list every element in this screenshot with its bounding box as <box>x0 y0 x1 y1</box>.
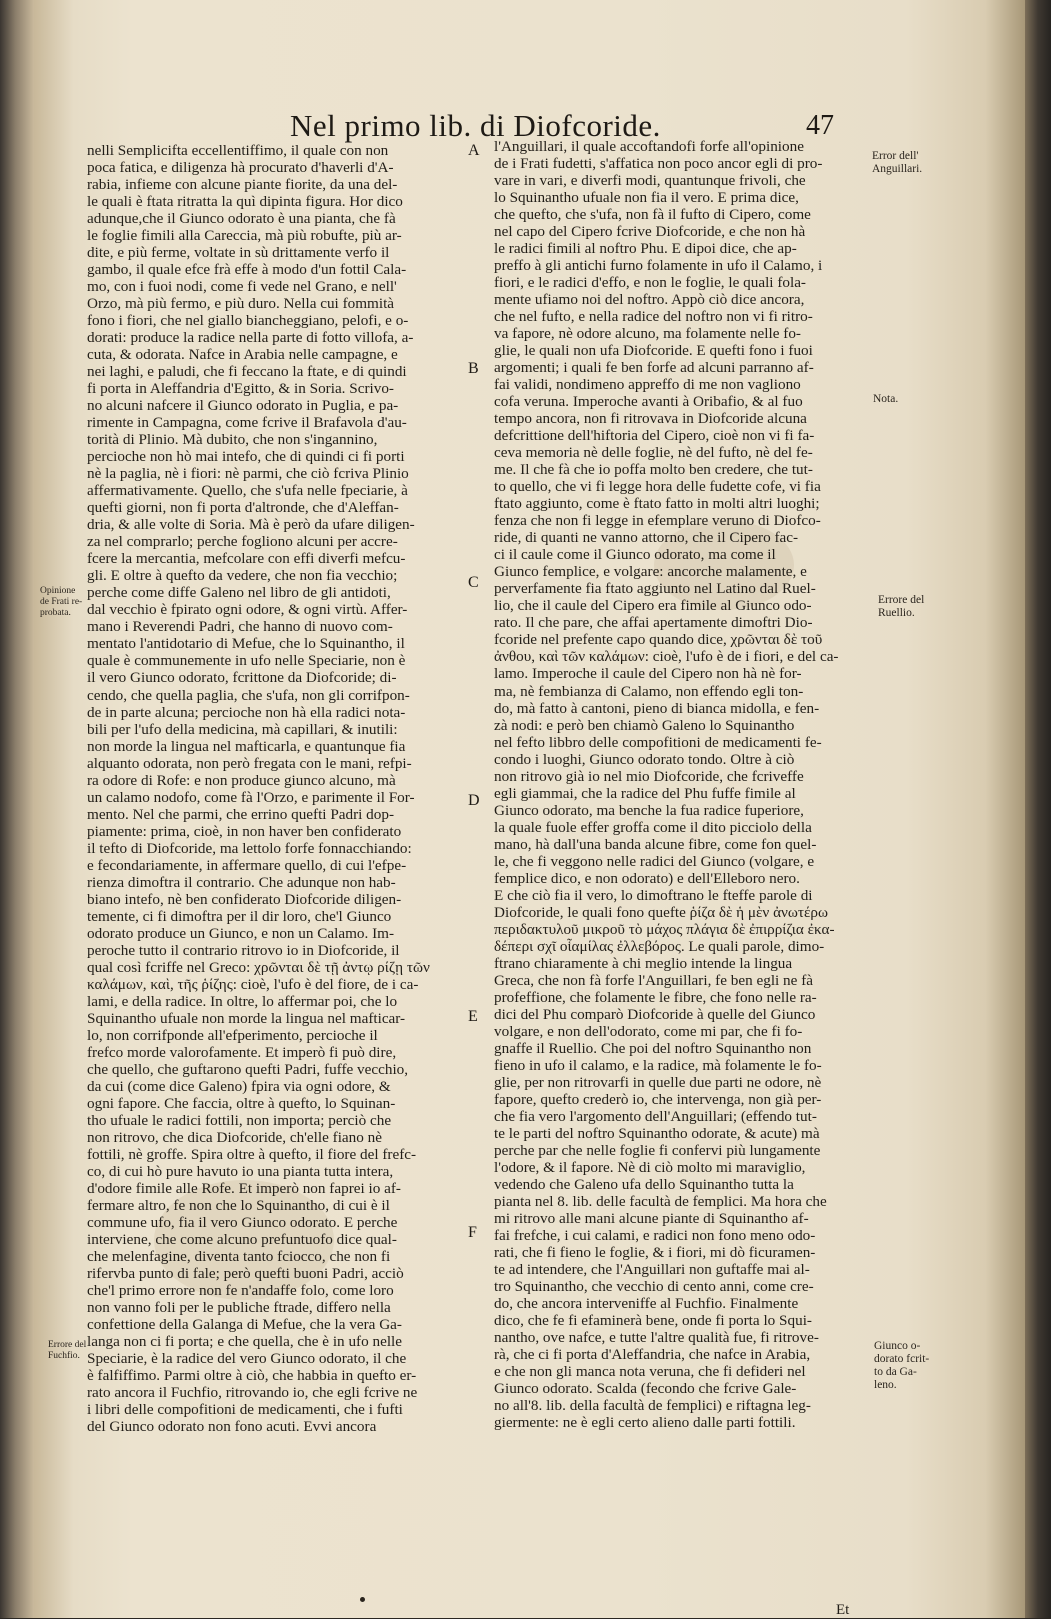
text-line: rà, che ci fi porta d'Aleffandria, che nafce in Arabia, <box>494 1346 811 1364</box>
text-line: giermente: ne è egli certo alieno dalle parti fottili. <box>494 1414 796 1432</box>
text-line: gli. E oltre à quefto da vedere, che non fia vecchio; <box>87 567 398 585</box>
text-line: quale è communemente in ufo nelle Speciarie, non è <box>87 652 406 670</box>
text-line: de i Frati fudetti, s'affatica non poco ancor egli di pro- <box>494 155 823 173</box>
text-line: è falfiffimo. Parmi oltre à ciò, che habbia in quefto er- <box>87 1367 417 1385</box>
text-line: odorato produce un Giunco, e non un Calamo. Im- <box>87 924 395 942</box>
text-line: ἀνθου, καὶ τῶν καλάμων: cioè, l'ufo è de i fiori, e del ca- <box>494 648 839 666</box>
text-line: do, mà fatto à cantoni, pieno di bianca midolla, e fen- <box>494 699 820 717</box>
margin-note-opinione-frati: Opinione de Frati re- probata. <box>40 586 83 618</box>
section-letter-e: E <box>468 1008 478 1025</box>
text-line: Giunco odorato. Scalda (fecondo che fcrive Gale- <box>494 1380 797 1398</box>
text-line: ra odore di Rofe: e non produce giunco alcuno, mà <box>87 771 396 789</box>
text-line: mentato l'antidotario di Mefue, che lo Squinantho, il <box>87 635 405 653</box>
text-line: temente, ci fi dimoftra per il dir loro, che'l Giunco <box>87 907 392 925</box>
text-line: che quello, che guftarono quefti Padri, fuffe vecchio, <box>87 1060 409 1078</box>
text-line: ceva memoria nè delle foglie, nè del fufto, nè del fe- <box>494 444 813 462</box>
text-line: fcere la mercantia, mefcolare con effi diverfi mefcu- <box>87 550 406 568</box>
section-letter-d: D <box>468 792 480 809</box>
text-line: Diofcoride, le quali fono quefte ῥίζα δὲ ἡ μὲν ἀνωτέρω <box>494 903 828 921</box>
text-line: dorati: produce la radice nella parte di fotto villofa, a- <box>87 329 414 347</box>
text-line: nantho, ove nafce, e tutte l'altre qualità fue, fi ritrove- <box>494 1329 819 1347</box>
text-line: rienza dimoftra il contrario. Che adunque non hab- <box>87 873 396 891</box>
text-line: non ritrovo già io nel mio Diofcoride, che fcriveffe <box>494 767 804 785</box>
text-line: fenza che non fi legge in efemplare veruno di Diofco- <box>494 512 821 530</box>
text-line: i libri delle compofitioni de medicamenti, che i fufti <box>87 1401 403 1419</box>
text-line: nei laghi, e paludi, che fi feccano la ftate, e di quindi <box>87 363 407 381</box>
text-line: me. Il che fà che io poffa molto ben credere, che tut- <box>494 461 813 479</box>
text-line: tempo ancora, non fi ritrovava in Diofcoride alcuna <box>494 410 807 428</box>
catchword: Et <box>836 1602 850 1618</box>
left-text-column <box>87 142 463 1435</box>
text-line: argomenti; i quali fe ben forfe ad alcuni parranno af- <box>494 359 814 377</box>
text-line: alquanto odorata, non però fregata con le mani, refpi- <box>87 754 412 772</box>
section-letter-b: B <box>468 360 479 377</box>
text-line: Giunco odorato, ma benche la fua radice fuperiore, <box>494 801 804 819</box>
text-line: te le parti del noftro Squinantho odorate, & acute) mà <box>494 1124 820 1142</box>
text-line: va fapore, nè odore alcuno, ma folamente nelle fo- <box>494 325 801 343</box>
running-title: Nel primo lib. di Diofcoride. <box>290 108 661 143</box>
text-line: cendo, che quella paglia, che s'ufa, non gli corrifpon- <box>87 686 410 704</box>
text-line: le, che fi veggono nelle radici del Giunco (volgare, e <box>494 852 815 870</box>
text-line: glie, per non ritrovarfi in quelle due parti ne odore, nè <box>494 1073 822 1091</box>
text-line: glie, le quali non ufa Diofcoride. E quefti fono i fuoi <box>494 342 813 360</box>
text-line: Squinantho ufuale non morde la lingua nel mafticar- <box>87 1009 406 1027</box>
text-line: rato. Il che pare, che affai apertamente dimoftri Dio- <box>494 614 813 632</box>
text-line: fiori, e le radici d'effo, e non le foglie, le quali fola- <box>494 274 806 292</box>
text-line: dria, & alle volte di Soria. Mà è però da ufare diligen- <box>87 516 415 534</box>
text-line: lo, non corrifponde all'efperimento, percioche il <box>87 1026 378 1044</box>
text-line: ogni fapore. Che faccia, oltre à quefto, lo Squinan- <box>87 1094 396 1112</box>
text-line: nè la paglia, nè i fiori: nè parmi, che ciò fcriva Plinio <box>87 465 409 483</box>
text-line: do, che ancora interveniffe al Fuchfio. Finalmente <box>494 1295 799 1313</box>
text-line: Orzo, mà più fermo, e più duro. Nella cui fommità <box>87 295 395 313</box>
text-line: non vanno foli per le publiche ftrade, differo nella <box>87 1299 391 1317</box>
right-page-edge <box>1025 0 1051 1618</box>
text-line: preffo à gli antichi furno folamente in ufo il Calamo, i <box>494 257 823 275</box>
text-line: co, di cui hò pure havuto io una pianta tutta intera, <box>87 1162 394 1180</box>
margin-note-error-fuchsio: Errore del Fuchfio. <box>48 1340 87 1361</box>
text-line: condo i luoghi, Giunco odorato tondo. Oltre à ciò <box>494 750 795 768</box>
text-line: Giunco femplice, e volgare: ancorche malamente, e <box>494 563 807 581</box>
text-line: defcrittione dell'hiftoria del Cipero, cioè non vi fi fa- <box>494 427 815 445</box>
text-line: cofa veruna. Imperoche avanti à Oribafio, & al fuo <box>494 393 803 411</box>
text-line: tro Squinantho, che vecchio di cento anni, come cre- <box>494 1278 814 1296</box>
text-line: te ad intendere, che l'Anguillari non guftaffe mai al- <box>494 1261 810 1279</box>
text-line: adunque,che il Giunco odorato è una pianta, che fà <box>87 210 396 228</box>
text-line: nel capo del Cipero fcrive Diofcoride, e che non hà <box>494 223 806 241</box>
text-line: che nel fufto, e nella radice del noftro non vi fi ritro- <box>494 308 813 326</box>
text-line: confettione della Galanga di Mefue, che la vera Ga- <box>87 1316 402 1334</box>
text-line: la quale fuole effer groffa come il dito picciolo della <box>494 818 812 836</box>
text-line: torità di Plinio. Mà dubito, che non s'ingannino, <box>87 431 378 449</box>
text-line: cuta, & odorata. Nafce in Arabia nelle campagne, e <box>87 346 398 364</box>
printer-ornament-dot <box>360 1597 365 1602</box>
text-line: mano, hà dall'una banda alcune fibre, come fon quel- <box>494 835 817 853</box>
text-line: che melenfagine, diventa tanto fciocco, che non fi <box>87 1248 391 1266</box>
text-line: poca fatica, e diligenza hà procurato d'haverli d'A- <box>87 159 394 177</box>
text-line: l'odore, & il fapore. Nè di ciò molto mi maraviglio, <box>494 1158 806 1176</box>
text-line: περιδακτυλοῦ μικροῦ τὸ μάχος πλάγια δὲ ἐπιρρίζια ἐκα- <box>494 920 835 938</box>
text-line: dico, che fe fi efaminerà bene, onde fi porta lo Squi- <box>494 1312 812 1330</box>
text-line: tho ufuale le radici fottili, non importa; perciò che <box>87 1111 392 1129</box>
text-line: perche par che nelle foglie fi confervi più lungamente <box>494 1141 821 1159</box>
text-line: le radici fimili al noftro Phu. E dipoi dice, che ap- <box>494 240 797 258</box>
text-line: lo Squinantho ufuale non fia il vero. E prima dice, <box>494 189 799 207</box>
text-line: fai frefche, i cui calami, e radici non fono meno odo- <box>494 1227 816 1244</box>
text-line: frefco morde valorofamente. Et imperò fi può dire, <box>87 1043 397 1061</box>
text-line: mano i Reverendi Padri, che hanno di nuovo com- <box>87 618 393 636</box>
text-line: femplice dico, e non odorato) e dell'Elleboro nero. <box>494 869 800 887</box>
text-line: fono i fiori, che nel giallo biancheggiano, pelofi, e o- <box>87 312 409 330</box>
text-line: Greca, che non fà forfe l'Anguillari, fe ben egli ne fà <box>494 971 813 989</box>
text-line: fermare altro, fe non che lo Squinantho, di cui è il <box>87 1196 390 1214</box>
margin-note-error-ruellio: Errore del Ruellio. <box>878 594 925 619</box>
text-line: e che non gli manca nota veruna, che fi defideri nel <box>494 1363 806 1381</box>
text-line: peroche tutto il contrario ritrovo io in Diofcoride, il <box>87 941 400 959</box>
text-line: quefti giorni, non fi porta d'altronde, che d'Aleffan- <box>87 499 399 517</box>
section-letter-c: C <box>468 574 479 591</box>
text-line: ride, di quanti ne vanno attorno, che il Cipero fac- <box>494 529 799 547</box>
text-line: le foglie fimili alla Careccia, mà più robufte, più ar- <box>87 227 402 245</box>
text-line: non morde la lingua nel mafticarla, e quantunque fia <box>87 737 406 755</box>
text-line: za nel comprarlo; perche fogliono alcuni per accre- <box>87 533 398 551</box>
text-line: che'l primo errore non fe n'andaffe folo, come loro <box>87 1282 394 1300</box>
text-line: no alcuni nafcere il Giunco odorato in Puglia, e pa- <box>87 397 399 415</box>
text-line: fapore, quefto crederò io, che intervenga, non già per- <box>494 1090 822 1108</box>
text-line: lamo. Imperoche il caule del Cipero non hà nè for- <box>494 665 802 683</box>
text-line: piamente: prima, cioè, in non haver ben confiderato <box>87 822 402 840</box>
text-line: to quello, che vi fi legge hora delle fudette cofe, vi fia <box>494 478 821 496</box>
text-line: bili per l'ufo della medicina, mà capillari, & inutili: <box>87 720 398 738</box>
text-line: perverfamente fia ftato aggiunto nel Latino dal Ruel- <box>494 580 816 598</box>
text-line: affermativamente. Quello, che s'ufa nelle fpeciarie, à <box>87 482 408 500</box>
text-line: E che ciò fia il vero, lo dimoftrano le fteffe parole di <box>494 886 813 904</box>
text-line: il vero Giunco odorato, fcrittone da Diofcoride; di- <box>87 669 397 687</box>
text-line: l'Anguillari, il quale accoftandofi forfe all'opinione <box>494 138 804 155</box>
text-line: d'odore fimile alle Rofe. Et imperò non faprei io af- <box>87 1179 401 1197</box>
text-line: langa non ci fi porta; e che quella, che è in ufo nelle <box>87 1333 403 1351</box>
text-line: mente ufiamo noi del noftro. Appò ciò dice ancora, <box>494 291 805 309</box>
text-line: zà nodi: e però ben chiamò Galeno lo Squinantho <box>494 716 795 734</box>
text-line: gambo, il quale efce frà effe à modo d'un fottil Cala- <box>87 261 407 279</box>
margin-note-giunco-galeno: Giunco o- dorato fcrit- to da Ga- leno. <box>874 1340 930 1391</box>
text-line: pianta nel 8. lib. delle facultà de femplici. Ma hora che <box>494 1192 827 1210</box>
text-line: fai validi, nondimeno appreffo di me non vagliono <box>494 376 801 394</box>
text-line: de in parte alcuna; percioche non hà ella radici nota- <box>87 703 406 721</box>
text-line: rabia, infieme con alcune piante fiorite, da una del- <box>87 176 398 194</box>
page-number: 47 <box>806 110 834 141</box>
text-line: e fecondariamente, in affermare quello, di cui l'efpe- <box>87 856 407 874</box>
text-line: no all'8. lib. della facultà de femplici) e riftagna leg- <box>494 1397 811 1415</box>
text-line: lami, e della radice. In oltre, lo affermar poi, che lo <box>87 992 398 1010</box>
text-line: vare in vari, e diverfi modi, quantunque frivoli, che <box>494 172 806 190</box>
left-gutter-binding <box>0 0 34 1618</box>
text-line: gnaffe il Ruellio. Che poi del noftro Squinantho non <box>494 1039 812 1057</box>
margin-note-error-anguillari: Error dell' Anguillari. <box>872 150 923 175</box>
text-line: mento. Nel che parmi, che errino quefti Padri dop- <box>87 805 395 823</box>
text-line: vedendo che Galeno ufa dello Squinantho tutta la <box>494 1175 794 1193</box>
section-letter-f: F <box>468 1224 477 1241</box>
text-line: che quefto, che s'ufa, non fà il fufto di Cipero, come <box>494 206 811 224</box>
margin-note-nota: Nota. <box>873 393 899 405</box>
text-line: che fia vero l'argomento dell'Anguillari; (effendo tut- <box>494 1107 817 1125</box>
text-line: commune ufo, fia il vero Giunco odorato. E perche <box>87 1213 398 1231</box>
text-line: rati, che fi fieno le foglie, & i fiori, mi dò ficuramen- <box>494 1244 816 1262</box>
text-line: καλάμων, καὶ, τῆς ῥίζης: cioè, l'ufo è del fiore, de i ca- <box>87 975 419 993</box>
text-line: ftrano chiaramente à chi meglio intende la lingua <box>494 954 793 972</box>
text-line: interviene, che come alcuno prefuntuofo dice qual- <box>87 1231 397 1248</box>
text-line: percioche non hò mai intefo, che di quindi ci fi porti <box>87 448 405 466</box>
text-line: δέπερι σχῖ οἷαμίλας ἐλλεβόρος. Le quali parole, dimo- <box>494 937 825 955</box>
text-line: dici del Phu comparò Diofcoride à quelle del Giunco <box>494 1005 816 1023</box>
text-line: qual così fcriffe nel Greco: χρῶνται δὲ τῇ ἀντῳ ρίζῃ τῶν <box>87 958 430 976</box>
text-line: fieno in ufo il calamo, e la radice, mà folamente le fo- <box>494 1056 822 1074</box>
text-line: dite, e più ferme, voltate in sù drittamente verfo il <box>87 244 390 262</box>
text-line: le quali è ftata ritratta la quì dipinta figura. Hor dico <box>87 193 403 211</box>
text-line: rifervba punto di fale; però quefti buoni Padri, acciò <box>87 1265 404 1283</box>
text-line: biano intefo, nè ben confiderato Diofcoride diligen- <box>87 890 402 908</box>
text-line: ftato aggiunto, come è ftato fatto in molti altri luoghi; <box>494 495 820 513</box>
text-line: fottili, nè groffe. Spira oltre à quefto, il fiore del frefc- <box>87 1145 417 1163</box>
text-line: nelli Semplicifta eccellentiffimo, il quale con non <box>87 142 389 159</box>
text-line: un calamo nodofo, come fà l'Orzo, e parimente il For- <box>87 788 415 806</box>
text-line: fcoride nel prefente capo quando dice, χρῶνται δὲ τοῦ <box>494 631 823 649</box>
text-line: lio, che il caule del Cipero era fimile al Giunco odo- <box>494 597 812 615</box>
text-line: nel fefto libbro delle compofitioni de medicamenti fe- <box>494 733 822 751</box>
text-line: ci il caule come il Giunco odorato, ma come il <box>494 546 776 564</box>
section-letter-a: A <box>468 142 480 159</box>
text-line: ma, nè fembianza di Calamo, non effendo egli ton- <box>494 682 804 700</box>
text-line: rato ancora il Fuchfio, ritrovando io, che egli fcrive ne <box>87 1384 418 1402</box>
text-line: volgare, e non dell'odorato, come mi par, che fi fo- <box>494 1022 803 1040</box>
text-line: rimente in Campagna, come fcrive il Brafavola d'au- <box>87 414 407 432</box>
text-line: del Giunco odorato non fono acuti. Evvi ancora <box>87 1418 377 1436</box>
text-line: non ritrovo, che dica Diofcoride, ch'elle fiano nè <box>87 1128 382 1146</box>
text-line: dal vecchio è fpirato ogni odore, & ogni virtù. Affer- <box>87 601 408 619</box>
text-line: mo, con i fuoi nodi, come fi vede nel Grano, e nell' <box>87 278 397 296</box>
text-line: il tefto di Diofcoride, ma lettolo forfe fonnacchiando: <box>87 839 412 857</box>
text-line: mi ritrovo alle mani alcune piante di Squinantho af- <box>494 1209 809 1227</box>
text-line: da cui (come dice Galeno) fpira via ogni odore, & <box>87 1077 391 1095</box>
text-line: egli giammai, che la radice del Phu fuffe fimile al <box>494 784 796 802</box>
text-line: Speciarie, è la radice del vero Giunco odorato, il che <box>87 1350 407 1368</box>
text-line: fi porta in Aleffandria d'Egitto, & in Soria. Scrivo- <box>87 380 394 398</box>
text-line: profeffione, che folamente le fibre, che fono nelle ra- <box>494 988 817 1006</box>
right-text-column <box>494 138 870 1431</box>
text-line: perche come diffe Galeno nel libro de gli antidoti, <box>87 584 391 602</box>
